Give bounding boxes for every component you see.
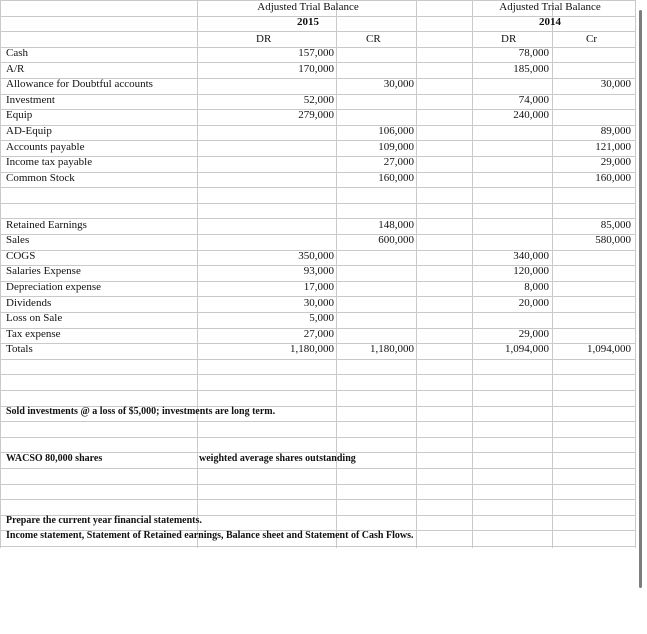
account-name: Investment bbox=[6, 94, 55, 106]
cr-2015-cell: 27,000 bbox=[383, 156, 414, 168]
cr-2015-cell: 148,000 bbox=[378, 219, 414, 231]
cr-2015-cell: 109,000 bbox=[378, 141, 414, 153]
account-name: Allowance for Doubtful accounts bbox=[6, 78, 153, 90]
account-name: Accounts payable bbox=[6, 141, 85, 153]
header-dr-2014: DR bbox=[501, 33, 517, 45]
dr-2014-cell: 120,000 bbox=[513, 265, 549, 277]
account-name: A/R bbox=[6, 63, 25, 75]
dr-2015-cell: 279,000 bbox=[298, 109, 334, 121]
dr-2015-cell: 52,000 bbox=[303, 94, 334, 106]
dr-2015-cell: 157,000 bbox=[298, 47, 334, 59]
dr-2014-cell: 185,000 bbox=[513, 63, 549, 75]
account-name: Salaries Expense bbox=[6, 265, 81, 277]
account-name: Loss on Sale bbox=[6, 312, 63, 324]
grid-row-line bbox=[0, 546, 636, 547]
header-title-2014: Adjusted Trial Balance bbox=[499, 1, 601, 13]
dr-2014-cell: 340,000 bbox=[513, 250, 549, 262]
cr-2015-cell: 1,180,000 bbox=[370, 343, 414, 355]
cr-2014-cell: 85,000 bbox=[600, 219, 631, 231]
account-name: Income tax payable bbox=[6, 156, 93, 168]
grid-row-line bbox=[0, 390, 636, 391]
account-name: Sales bbox=[6, 234, 30, 246]
note-statements: Income statement, Statement of Retained earnings, Balance sheet and Statement of Cash Flows. bbox=[6, 530, 414, 541]
header-dr-2015: DR bbox=[256, 33, 272, 45]
grid-row-line bbox=[0, 203, 636, 204]
account-name: Depreciation expense bbox=[6, 281, 101, 293]
grid-row-line bbox=[0, 468, 636, 469]
dr-2014-cell: 240,000 bbox=[513, 109, 549, 121]
dr-2014-cell: 74,000 bbox=[518, 94, 549, 106]
note-sold-investments: Sold investments @ a loss of $5,000; investments are long term. bbox=[6, 406, 276, 417]
vertical-scrollbar[interactable] bbox=[637, 0, 647, 634]
note-prepare: Prepare the current year financial statements. bbox=[6, 515, 202, 526]
dr-2015-cell: 1,180,000 bbox=[290, 343, 334, 355]
header-cr-2015: CR bbox=[366, 33, 381, 45]
header-title-2015: Adjusted Trial Balance bbox=[257, 1, 359, 13]
dr-2014-cell: 8,000 bbox=[524, 281, 549, 293]
dr-2014-cell: 20,000 bbox=[518, 297, 549, 309]
cr-2015-cell: 30,000 bbox=[383, 78, 414, 90]
cr-2014-cell: 121,000 bbox=[595, 141, 631, 153]
cr-2014-cell: 30,000 bbox=[600, 78, 631, 90]
cr-2015-cell: 106,000 bbox=[378, 125, 414, 137]
account-name: Tax expense bbox=[6, 328, 61, 340]
grid-row-line bbox=[0, 484, 636, 485]
account-name: Common Stock bbox=[6, 172, 75, 184]
dr-2014-cell: 29,000 bbox=[518, 328, 549, 340]
dr-2015-cell: 17,000 bbox=[303, 281, 334, 293]
dr-2014-cell: 78,000 bbox=[518, 47, 549, 59]
header-year-2015: 2015 bbox=[297, 16, 319, 28]
grid-column-line bbox=[416, 0, 417, 548]
account-name: Dividends bbox=[6, 297, 52, 309]
cr-2015-cell: 160,000 bbox=[378, 172, 414, 184]
note-wacso-definition: weighted average shares outstanding bbox=[199, 453, 356, 464]
grid-column-line bbox=[197, 0, 198, 548]
dr-2015-cell: 30,000 bbox=[303, 297, 334, 309]
account-name: AD-Equip bbox=[6, 125, 52, 137]
dr-2015-cell: 5,000 bbox=[309, 312, 334, 324]
grid-row-line bbox=[0, 31, 636, 32]
scrollbar-thumb[interactable] bbox=[639, 10, 642, 588]
cr-2014-cell: 29,000 bbox=[600, 156, 631, 168]
dr-2015-cell: 170,000 bbox=[298, 63, 334, 75]
grid-row-line bbox=[0, 499, 636, 500]
dr-2015-cell: 27,000 bbox=[303, 328, 334, 340]
cr-2015-cell: 600,000 bbox=[378, 234, 414, 246]
grid-column-line bbox=[0, 0, 1, 548]
account-name: COGS bbox=[6, 250, 36, 262]
account-name: Equip bbox=[6, 109, 33, 121]
grid-row-line bbox=[0, 359, 636, 360]
cr-2014-cell: 160,000 bbox=[595, 172, 631, 184]
account-name: Totals bbox=[6, 343, 33, 355]
dr-2015-cell: 93,000 bbox=[303, 265, 334, 277]
dr-2014-cell: 1,094,000 bbox=[505, 343, 549, 355]
grid-row-line bbox=[0, 437, 636, 438]
note-wacso: WACSO 80,000 shares bbox=[6, 453, 103, 464]
grid-row-line bbox=[0, 374, 636, 375]
grid-column-line bbox=[635, 0, 636, 548]
account-name: Retained Earnings bbox=[6, 219, 87, 231]
header-year-2014: 2014 bbox=[539, 16, 561, 28]
grid-row-line bbox=[0, 421, 636, 422]
cr-2014-cell: 580,000 bbox=[595, 234, 631, 246]
header-cr-2014: Cr bbox=[586, 33, 597, 45]
cr-2014-cell: 1,094,000 bbox=[587, 343, 631, 355]
cr-2014-cell: 89,000 bbox=[600, 125, 631, 137]
grid-row-line bbox=[0, 187, 636, 188]
account-name: Cash bbox=[6, 47, 28, 59]
dr-2015-cell: 350,000 bbox=[298, 250, 334, 262]
